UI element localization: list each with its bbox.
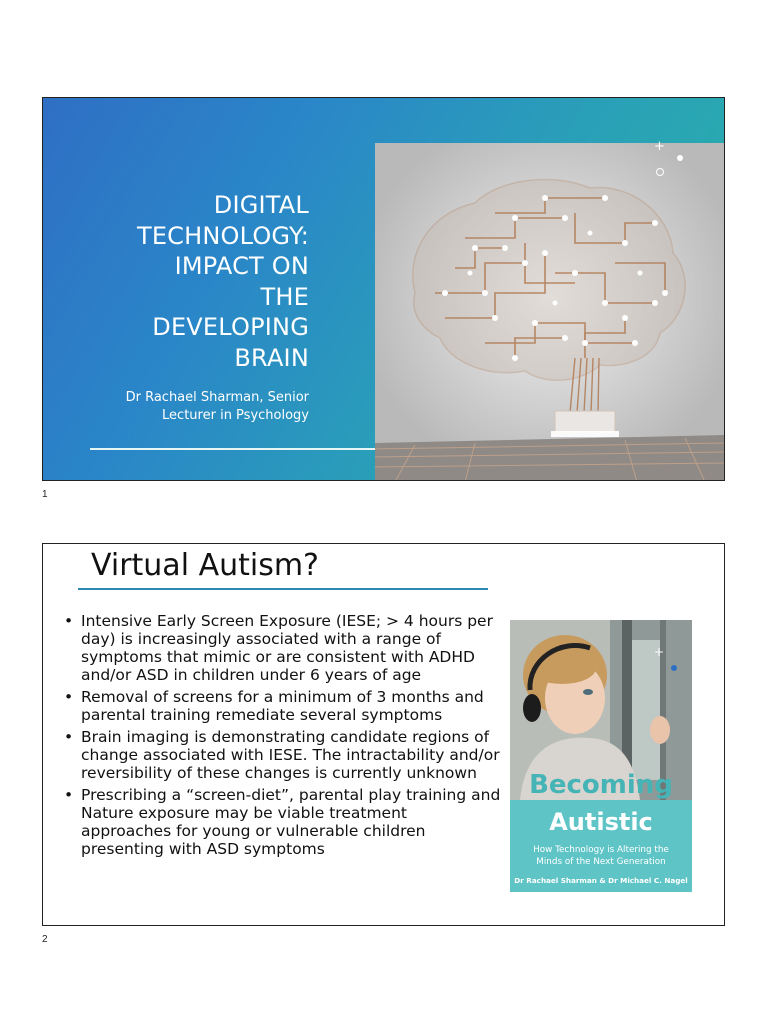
bullet-icon: • bbox=[64, 786, 74, 804]
title-line: TECHNOLOGY: bbox=[136, 221, 309, 250]
bullet-icon: • bbox=[64, 688, 74, 706]
title-line: BRAIN bbox=[234, 343, 309, 372]
book-authors: Dr Rachael Sharman & Dr Michael C. Nagel bbox=[514, 876, 688, 885]
dot-icon bbox=[671, 665, 677, 671]
plus-icon: + bbox=[654, 645, 665, 659]
circuit-brain-icon bbox=[375, 143, 725, 481]
bullet-text: Intensive Early Screen Exposure (IESE; > 4 hours per day) is increasingly associated with a range of symptoms that mimic or are consistent with ADHD and/or ASD in children under 6 years of age bbox=[81, 612, 493, 684]
slide-2 bbox=[42, 543, 725, 926]
slide-1-title bbox=[79, 190, 309, 373]
slide-number: 1 bbox=[42, 489, 48, 500]
slide-2-title: Virtual Autism? bbox=[91, 548, 319, 583]
book-cover bbox=[510, 620, 692, 892]
book-subtitle-line: Minds of the Next Generation bbox=[536, 857, 666, 867]
circuit-brain-image bbox=[375, 143, 725, 481]
bullet-list bbox=[61, 612, 501, 862]
book-title: Becoming bbox=[529, 770, 673, 800]
title-line: THE bbox=[260, 282, 309, 311]
subtitle-line: Lecturer in Psychology bbox=[162, 408, 309, 423]
slide-1-subtitle bbox=[49, 389, 309, 425]
bullet-item bbox=[61, 612, 501, 684]
title-line: DEVELOPING bbox=[152, 313, 309, 341]
bullet-item bbox=[61, 728, 501, 782]
slide-number: 2 bbox=[42, 934, 48, 945]
bullet-icon: • bbox=[64, 728, 74, 746]
book-title: Autistic bbox=[549, 808, 653, 836]
plus-icon: + bbox=[654, 139, 665, 154]
title-line: DIGITAL bbox=[213, 191, 309, 219]
bullet-text: Brain imaging is demonstrating candidate regions of change associated with IESE. The intractability and/or reversibility of these changes is currently unknown bbox=[81, 728, 500, 782]
bullet-text: Removal of screens for a minimum of 3 months and parental training remediate several symptoms bbox=[81, 688, 484, 724]
bullet-item bbox=[61, 786, 501, 858]
title-line: IMPACT ON bbox=[174, 252, 309, 280]
subtitle-line: Dr Rachael Sharman, Senior bbox=[125, 390, 309, 405]
circle-icon bbox=[656, 168, 664, 176]
book-subtitle bbox=[520, 844, 682, 868]
slide-1 bbox=[42, 97, 725, 481]
dot-icon bbox=[677, 155, 683, 161]
bullet-icon: • bbox=[64, 612, 74, 630]
bullet-item bbox=[61, 688, 501, 724]
bullet-text: Prescribing a “screen-diet”, parental play training and Nature exposure may be viable treatment approaches for young or vulnerable children presenting with ASD symptoms bbox=[81, 786, 501, 858]
book-subtitle-line: How Technology is Altering the bbox=[533, 845, 669, 855]
title-underline bbox=[78, 588, 488, 590]
